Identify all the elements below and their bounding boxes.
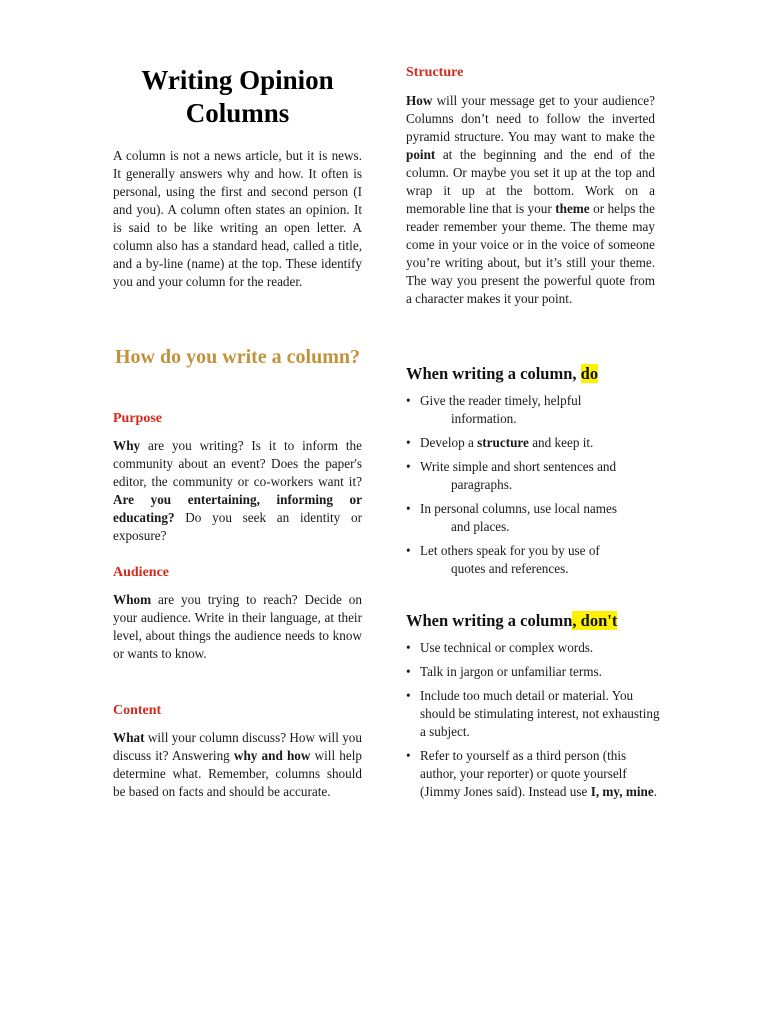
page-title: Writing Opinion Columns [141,65,334,128]
list-item: • Use technical or complex words. [406,639,661,657]
purpose-paragraph: Why are you writing? Is it to inform the community about an event? Does the paper's editor, the community or co-workers want it? Are you entertaining, informing or educating? Do you seek an identity or exposure? [113,438,362,543]
list-item: • Let others speak for you by use of quotes and references. [406,542,661,578]
list-item: • Refer to yourself as a third person (this author, your reporter) or quote yourself (Jimmy Jones said). Instead use I, my, mine. [406,747,661,801]
dont-heading: When writing a column, don't [406,611,618,630]
audience-paragraph: Whom are you trying to reach? Decide on your audience. Write in their language, at their level, about things the audience needs to know or wants to know. [113,592,362,661]
list-item: • Develop a structure and keep it. [406,434,661,452]
list-item: • Give the reader timely, helpful information. [406,392,661,428]
do-heading: When writing a column, do [406,364,599,383]
content-paragraph: What will your column discuss? How will you discuss it? Answering why and how will help determine what. Remember, columns should be based on facts and should be accurate. [113,730,362,799]
do-list [406,392,661,584]
list-item: • Talk in jargon or unfamiliar terms. [406,663,661,681]
dont-list [406,639,661,807]
structure-heading: Structure [406,65,464,80]
structure-paragraph: How will your message get to your audience? Columns don’t need to follow the inverted pyramid structure. You may want to make the point at the beginning and the end of the column. Or maybe you set it up at the top and wrap it up at the bottom. Work on a memorable line that is your theme or helps the reader remember your theme. The theme may come in your voice or in the voice of someone you’re writing about, but it’s still your theme. The way you present the powerful quote from a character makes it your point. [406,93,655,306]
list-item: • In personal columns, use local names and places. [406,500,661,536]
audience-heading: Audience [113,565,169,580]
how-heading: How do you write a column? [115,346,360,368]
purpose-heading: Purpose [113,411,162,426]
list-item: • Include too much detail or material. You should be stimulating interest, not exhausting a subject. [406,687,661,741]
list-item: • Write simple and short sentences and paragraphs. [406,458,661,494]
content-heading: Content [113,703,162,718]
intro-paragraph: A column is not a news article, but it is news. It generally answers why and how. It often is personal, using the first and second person (I and you). A column often states an opinion. It is said to be like writing an open letter. A column also has a standard head, called a title, and a by-line (name) at the top. These identify you and your column for the reader. [113,148,362,289]
